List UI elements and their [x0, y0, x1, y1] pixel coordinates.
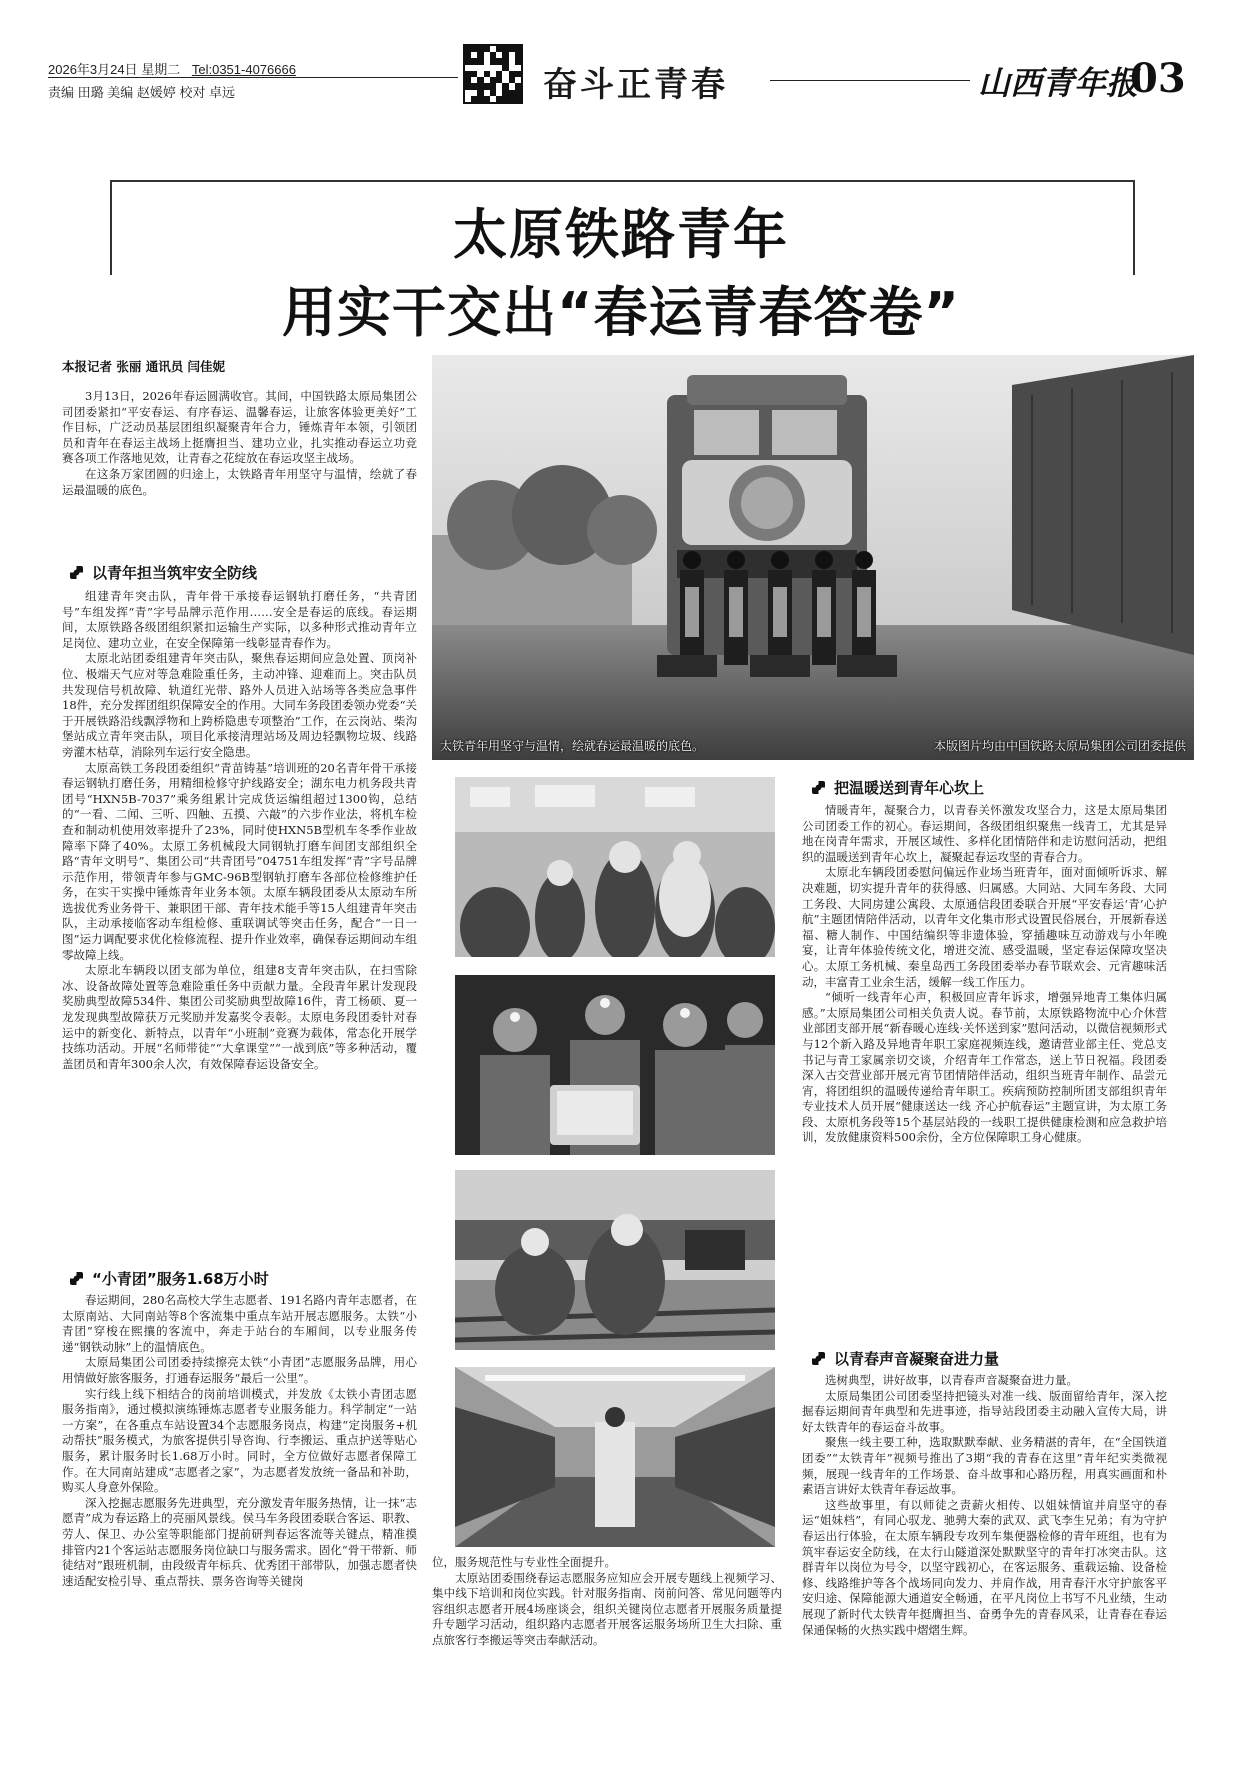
lead-paragraphs	[62, 389, 417, 498]
station-image	[455, 777, 775, 957]
section-heading-voice: 以青春声音凝聚奋进力量	[812, 1348, 999, 1369]
tel-text: Tel:0351-4076666	[191, 62, 296, 77]
lead-paragraph: 3月13日，2026年春运圆满收官。其间，中国铁路太原局集团公司团委紧扣“平安春运、有序春运、温馨春运，让旅客体验更美好”工作目标，广泛动员基层团组织凝聚青年合力，锤炼青年本领，引领团员和青年在春运主战场上挺膺担当、建功立业，扎实推动春运立功竞赛各项工作落地见效，让青春之花绽放在春运攻坚主战场。	[62, 389, 417, 466]
paragraph: 组建青年突击队，青年骨干承接春运钢轨打磨任务，“共青团号”车组发挥“青”字号品牌示范作用……安全是春运的底线。春运期间，太原铁路各级团组织紧扣运输生产实际，以多种形式推动青年立足岗位、建功立业，在安全保障第一线彰显青春作为。	[62, 589, 417, 650]
date-line	[48, 59, 296, 78]
header-rule-right	[770, 80, 970, 81]
paragraph: 太原北车辆段团委慰问偏远作业场当班青年，面对面倾听诉求、解决难题，切实提升青年的获得感、归属感。大同站、大同车务段、大同工务段、大同房建公寓段、太原通信段团委联合开展“平安春运‘青’心护航”主题团情陪伴活动，以青年文化集市形式设置民俗展台，开展新春送福、糖人制作、中国结编织等非遗体验，穿插趣味互动游戏与小年晚宴，让青年体验传统文化，增进交流、感受温暖，坚定春运保障攻坚决心。太原工务机械、秦皇岛西工务段团委举办春节联欢会、元宵趣味活动，丰富青工业余生活，缓解一线工作压力。	[802, 865, 1167, 989]
headline-line-2: 用实干交出“春运青春答卷”	[282, 281, 960, 344]
locomotive-image	[432, 355, 1194, 760]
paragraph: 太原北车辆段以团支部为单位，组建8支青年突击队，在扫雪除冰、设备故障处置等急难险重任务中贡献力量。全段青年累计发现段奖励典型故障534件、集团公司奖励典型故障16件，青工杨硕、夏一龙发现典型故障获万元奖励并发嘉奖令表彰。太原电务段团委针对春运中的新变化、新特点，以青年“小班制”竞赛为载体，常态化开展学技练功活动。开展“名师带徒”“大拿课堂”“一战到底”等多种活动，覆盖团员和青年300余人次，有效保障春运设备安全。	[62, 963, 417, 1071]
ornament-icon	[70, 566, 83, 579]
date-text: 2026年3月24日 星期二	[48, 62, 181, 77]
section-volunteer-body	[62, 1293, 417, 1589]
night-inspection-image	[455, 975, 775, 1155]
train-interior-image	[455, 1367, 775, 1547]
editors-line: 责编 田璐 美编 赵媛婷 校对 卓远	[48, 85, 236, 100]
lead-paragraph: 在这条万家团圆的归途上，太铁路青年用坚守与温情，绘就了春运最温暖的底色。	[62, 466, 417, 497]
photo-train-interior	[455, 1367, 775, 1547]
qr-code-icon	[463, 44, 523, 104]
section-heading-volunteer: “小青团”服务1.68万小时	[70, 1268, 269, 1289]
photo-credit: 本版图片均由中国铁路太原局集团公司团委提供	[933, 739, 1186, 753]
col2-bottom-body	[432, 1555, 782, 1649]
paragraph: “倾听一线青年心声，积极回应青年诉求，增强异地青工集体归属感。”太原局集团公司相关负责人说。春节前，太原铁路物流中心介休营业部团支部开展“新春暖心连线·关怀送到家”慰问活动，以微信视频形式与12个新入路及异地青年职工家庭视频连线，邀请营业部主任、党总支书记与青工家属亲切交谈，介绍青年工作常态，送上节日祝福。段团委深入古交营业部开展元宵节团情陪伴活动，组织当班青年制作、品尝元宵，将团组织的温暖传递给青年职工。疾病预防控制所团支部组织青年专业技术人员开展“健康送达一线 齐心护航春运”主题宣讲，为太原工务段、太原机务段等15个基层站段的一线职工提供健康检测和应急救护培训，发放健康资料500余份，全方位保障职工身心健康。	[802, 990, 1167, 1145]
ornament-icon	[70, 1272, 83, 1285]
paragraph: 这些故事里，有以师徒之责薪火相传、以姐妹情谊并肩坚守的春运“姐妹档”，有同心驭龙、驰骋大秦的武双、武飞李生兄弟；有为守护春运出行体验，在太原车辆段专攻列车集便器检修的青年班组，也有为筑牢春运安全防线，在太行山隧道深处默默坚守的青年打冰突击队。这群青年以岗位为号令，以坚守践初心，在客运服务、重载运输、设备检修、线路维护等各个战场同向发力、并肩作战，用青春汗水守护旅客平安归途、保障能源大通道安全畅通，在平凡岗位上书写不凡业绩，生动展现了新时代太铁青年挺膺担当、奋勇争先的青春风采，让青春在春运保通保畅的火热实践中熠熠生辉。	[802, 1497, 1167, 1637]
paragraph: 太原局集团公司团委坚持把镜头对准一线、版面留给青年，深入挖掘春运期间青年典型和先进事迹，指导站段团委主动融入宣传大局，讲好太铁青年的春运奋斗故事。	[802, 1388, 1167, 1434]
paragraph: 聚焦一线主要工种，选取默默奉献、业务精湛的青年，在“全国铁道团委”“太铁青年”视频号推出了3期“我的青春在这里”青年纪实类微视频，展现一线青年的工作场景、奋斗故事和心路历程，用真实画面和朴素语言讲好太铁青年春运故事。	[802, 1435, 1167, 1497]
photo-caption-main: 太铁青年用坚守与温情，绘就春运最温暖的底色。	[440, 739, 705, 753]
paragraph: 太原局集团公司团委持续擦亮太铁“小青团”志愿服务品牌，用心用情做好旅客服务，打通春运服务“最后一公里”。	[62, 1355, 417, 1385]
photo-station-helpers	[455, 777, 775, 957]
paragraph: 选树典型，讲好故事，以青春声音凝聚奋进力量。	[825, 1373, 1078, 1387]
paragraph: 太原高铁工务段团委组织“青苗铸基”培训班的20名青年骨干承接春运钢轨打磨任务，用精细检修守护线路安全；湖东电力机务段共青团号“HXN5B-7037”乘务组累计完成货运编组超过1300钩，总结的“一看、二闻、三听、四触、五摸、六敲”的六步作业法，将机车检查和制动机使用效率提升了23%，同时使HXN5B型机车冬季作业故障率下降了40%。太原工务机械段大同钢轨打磨车间团支部组织全路“青年文明号”、集团公司“共青团号”04751车组发挥“青”字号品牌示范作用，带领青年参与GMC-96B型钢轨打磨车各部位检修维护任务，在实干实操中锤炼青年业务本领。太原车辆段团委从太原动车所选拔优秀业务骨干、兼职团干部、青年技术能手等15人组建青年突击队，主动承接临客动车组检修、重联调试等突击任务，配合“一日一图”运力调配要求优化检修流程、提升作业效率，确保春运期间动车组零故障上线。	[62, 760, 417, 962]
ornament-icon	[812, 1352, 825, 1365]
paragraph: 太原站团委围绕春运志愿服务应知应会开展专题线上视频学习、集中线下培训和岗位实践。针对服务指南、岗前问答、常见问题等内容组织志愿者开展4场座谈会，组织关键岗位志愿者开展服务质量提升专题学习活动，组织路内志愿者开展客运服务场所卫生大扫除、重点旅客行李搬运等突击奉献活动。	[432, 1570, 782, 1647]
header-rule-left	[48, 77, 458, 78]
paragraph: 情暖青年，凝聚合力，以青春关怀激发攻坚合力，这是太原局集团公司团委工作的初心。春运期间，各级团组织聚焦一线青工，尤其是异地在岗青年需求，开展区域性、多样化团情陪伴和走访慰问活动，把组织的温暖送到青年心坎上，凝聚起春运攻坚的青春合力。	[802, 803, 1167, 864]
section-heading-care: 把温暖送到青年心坎上	[812, 777, 984, 798]
photo-track-maintenance	[455, 1170, 775, 1350]
page-number: 03	[1130, 55, 1186, 102]
section-name: 奋斗正青春	[543, 65, 728, 105]
photo-night-inspection	[455, 975, 775, 1155]
ornament-icon	[812, 781, 825, 794]
section-safety-body	[62, 589, 417, 1072]
headline-line-1: 太原铁路青年	[453, 203, 789, 266]
byline: 本报记者 张丽 通讯员 闫佳妮	[62, 359, 226, 374]
paragraph: 位，服务规范性与专业性全面提升。	[432, 1555, 616, 1569]
paragraph: 春运期间，280名高校大学生志愿者、191名路内青年志愿者，在太原南站、大同南站等8个客流集中重点车站开展志愿服务。太铁“小青团”穿梭在熙攘的客流中，奔走于站台的车厢间，以专业服务传递“钢铁动脉”上的温情底色。	[62, 1293, 417, 1354]
paragraph: 太原北站团委组建青年突击队，聚焦春运期间应急处置、顶岗补位、极端天气应对等急难险重任务，主动冲锋、迎难而上。突击队员共发现信号机故障、轨道红光带、路外人员进入站场等各类应急事件18件，充分发挥团组织保障安全的作用。大同车务段团委领办党委“关于开展铁路沿线飘浮物和上跨桥隐患专项整治”工作，在云岗站、柴沟堡站成立青年突击队，项目化承接清理站场及周边轻飘物垃圾、线路旁灌木枯草，消除列车运行安全隐患。	[62, 651, 417, 759]
paragraph: 深入挖掘志愿服务先进典型，充分激发青年服务热情，让一抹“志愿青”成为春运路上的亮丽风景线。侯马车务段团委联合客运、职教、劳人、保卫、办公室等职能部门提前研判春运客流等关键点，精准摸排管内21个客运站志愿服务岗位缺口与服务需求。固化“骨干带新、师徒结对”跟班机制，由段级青年标兵、优秀团干部带队，加强志愿者快速适配安检引导、重点帮扶、票务咨询等关键岗	[62, 1495, 417, 1588]
section-heading-safety: 以青年担当筑牢安全防线	[70, 562, 257, 583]
paragraph: 实行线上线下相结合的岗前培训模式，并发放《太铁小青团志愿服务指南》，通过模拟演练锤炼志愿者专业服务能力。科学制定“一站一方案”，在各重点车站设置34个志愿服务岗点，构建“定岗服务+机动帮扶”服务模式，为旅客提供引导咨询、行李搬运、重点护送等贴心服务，累计服务时长1.68万小时。同时，全方位做好志愿者保障工作。在大同南站建成“志愿者之家”，为志愿者发放统一备品和补助，购买人身意外保险。	[62, 1386, 417, 1495]
track-maintenance-image	[455, 1170, 775, 1350]
masthead-logo: 山西青年报	[978, 64, 1139, 102]
main-photo-locomotive	[432, 355, 1194, 760]
section-care-body	[802, 803, 1167, 1146]
section-voice-body	[802, 1373, 1167, 1638]
